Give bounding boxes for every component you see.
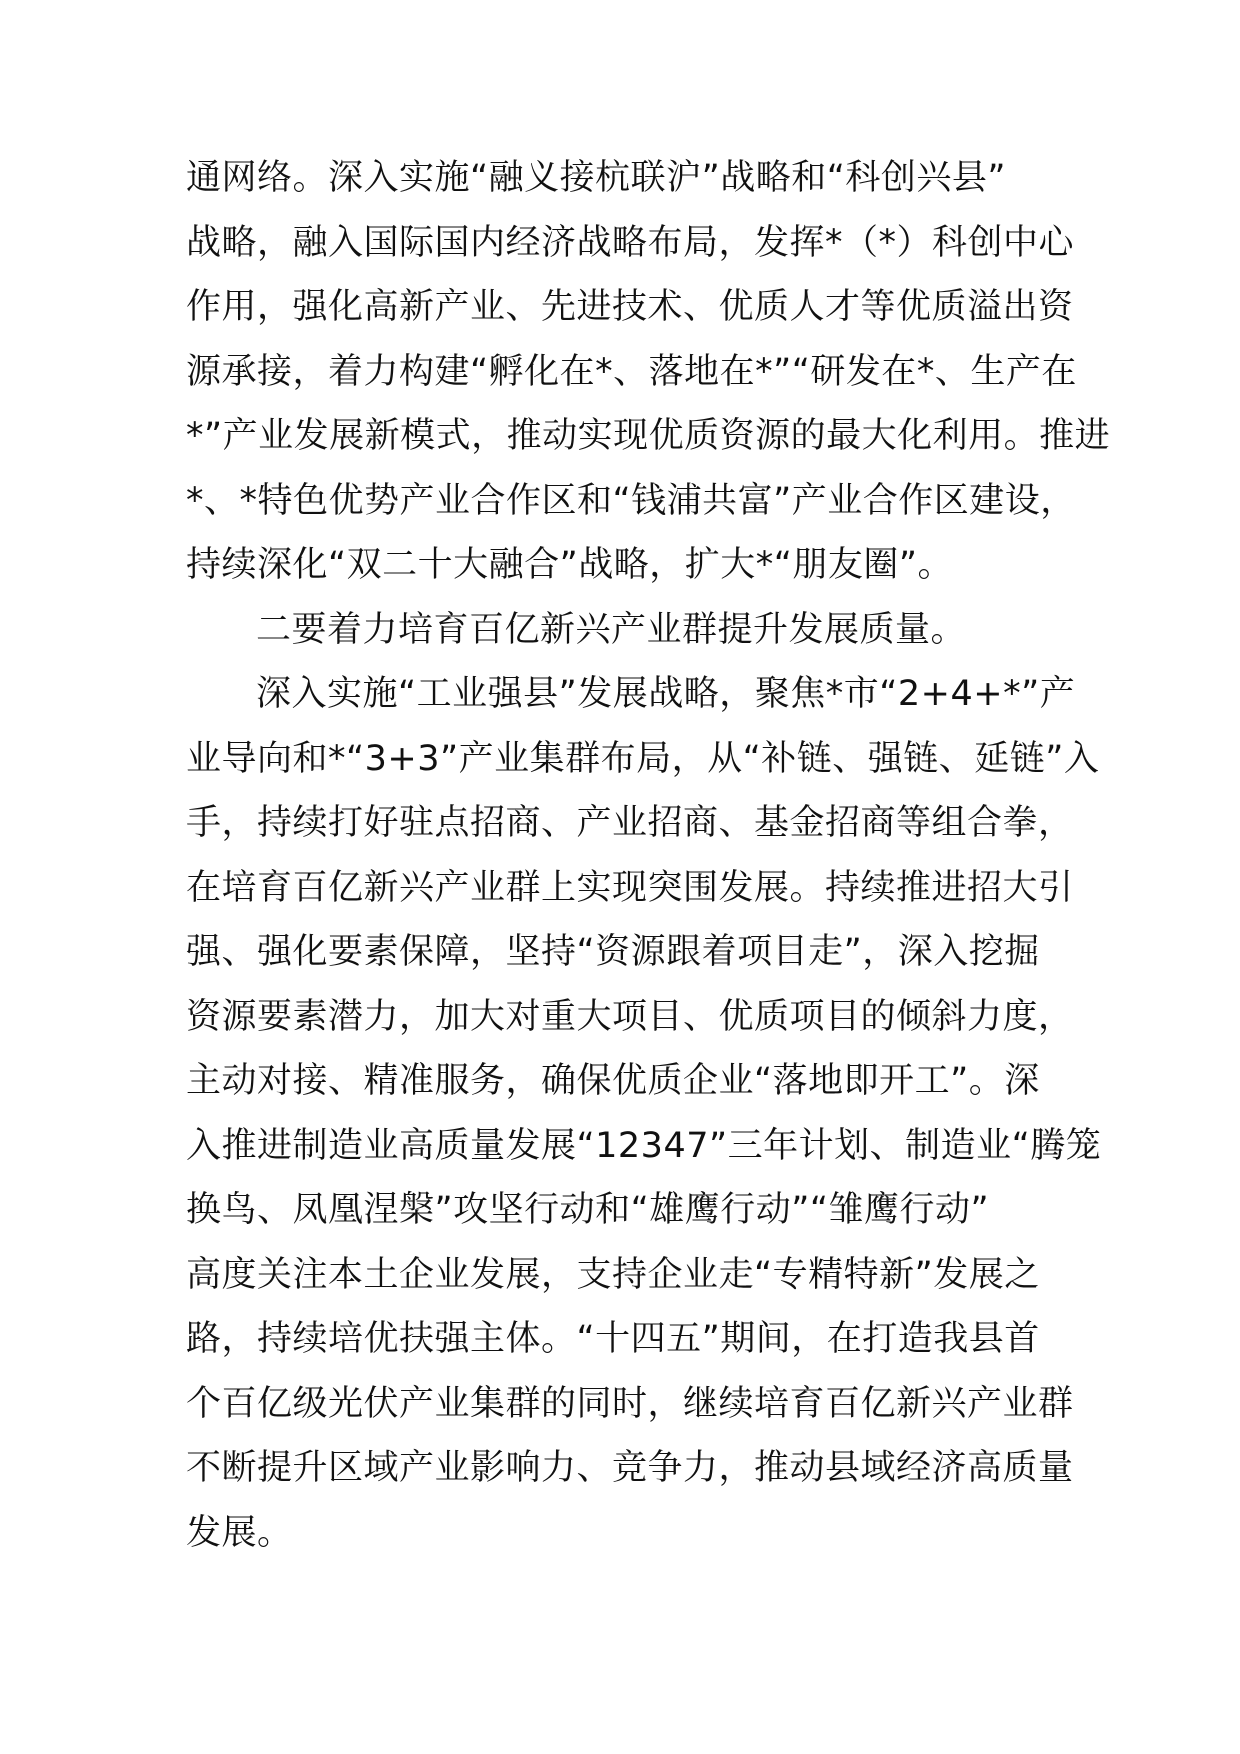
paragraph-line: 战略，融入国际国内经济战略布局，发挥*（*）科创中心: [186, 222, 1075, 263]
paragraph-line: 深入实施“工业强县”发展战略，聚焦*市“2+4+*”产: [256, 674, 1076, 714]
paragraph-line: 业导向和*“3+3”产业集群布局，从“补链、强链、延链”入: [186, 738, 1100, 779]
paragraph-line: 强、强化要素保障，坚持“资源跟着项目走”，深入挖掘: [186, 932, 1040, 972]
paragraph-line: 持续深化“双二十大融合”战略，扩大*“朋友圈”。: [186, 545, 954, 585]
paragraph-line: 个百亿级光伏产业集群的同时，继续培育百亿新兴产业群: [186, 1383, 1074, 1424]
paragraph-line: 不断提升区域产业影响力、竞争力，推动县域经济高质量: [186, 1448, 1074, 1488]
paragraph-line: 换鸟、凤凰涅槃”攻坚行动和“雄鹰行动”“雏鹰行动”: [186, 1190, 990, 1230]
paragraph-line: 在培育百亿新兴产业群上实现突围发展。持续推进招大引: [186, 867, 1074, 908]
paragraph-line: 发展。: [186, 1512, 293, 1553]
paragraph-line: 资源要素潜力，加大对重大项目、优质项目的倾斜力度，: [186, 996, 1074, 1037]
paragraph-line: 路，持续培优扶强主体。“十四五”期间，在打造我县首: [186, 1319, 1040, 1359]
section-heading: 二要着力培育百亿新兴产业群提升发展质量。: [256, 609, 967, 650]
paragraph-line: *、*特色优势产业合作区和“钱浦共富”产业合作区建设，: [186, 480, 1076, 521]
paragraph-line: 入推进制造业高质量发展“12347”三年计划、制造业“腾笼: [186, 1125, 1102, 1166]
paragraph-line: 通网络。深入实施“融义接杭联沪”战略和“科创兴县”: [186, 158, 1007, 198]
paragraph-line: *”产业发展新模式，推动实现优质资源的最大化利用。推进: [186, 416, 1111, 456]
paragraph-line: 高度关注本土企业发展，支持企业走“专精特新”发展之: [186, 1254, 1040, 1295]
paragraph-line: 手，持续打好驻点招商、产业招商、基金招商等组合拳，: [186, 803, 1074, 843]
paragraph-line: 作用，强化高新产业、先进技术、优质人才等优质溢出资: [186, 287, 1074, 327]
document-body: [186, 146, 1111, 1565]
paragraph-line: 主动对接、精准服务，确保优质企业“落地即开工”。深: [186, 1061, 1040, 1101]
paragraph-line: 源承接，着力构建“孵化在*、落地在*”“研发在*、生产在: [186, 351, 1077, 392]
